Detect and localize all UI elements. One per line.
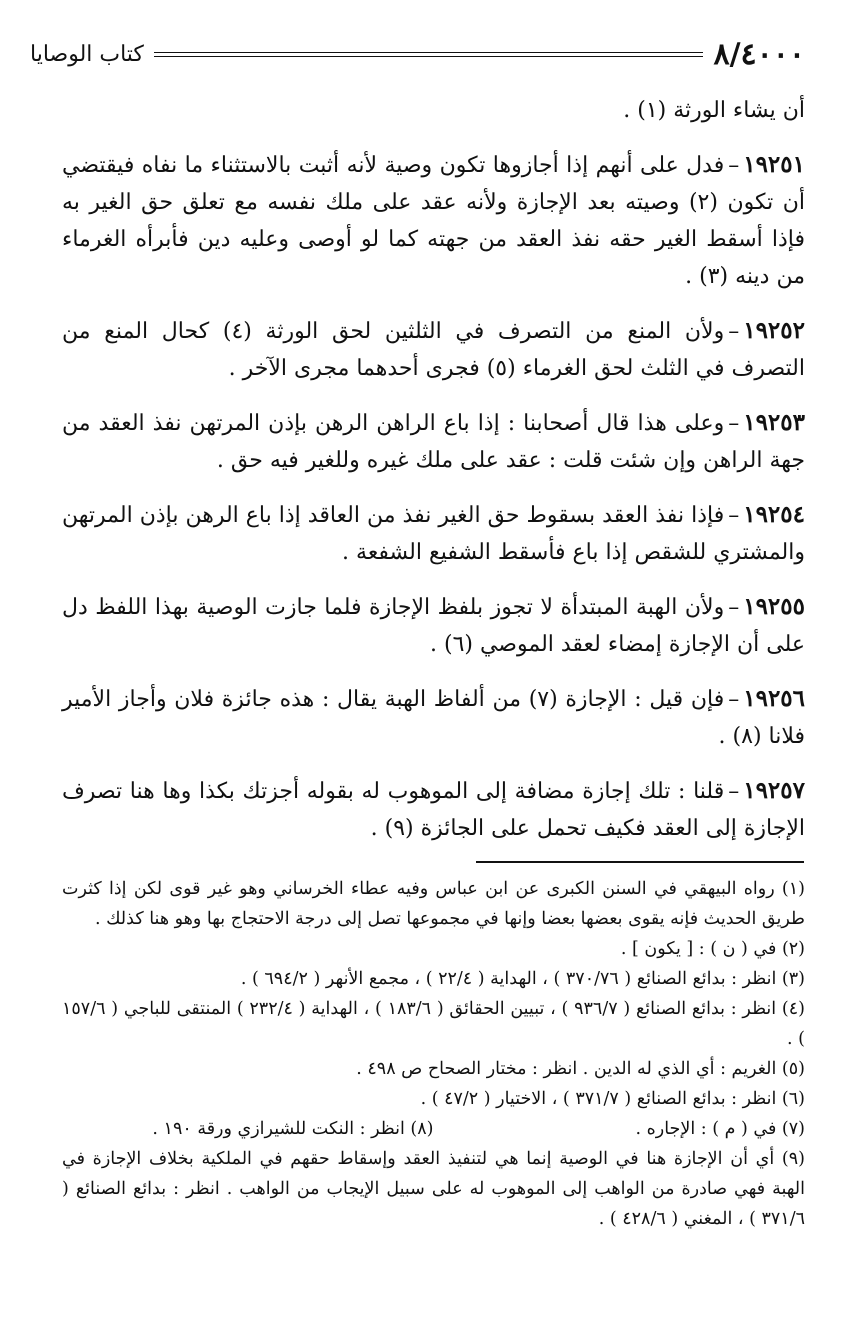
paragraph-number: ١٩٢٥٣ [743,409,805,436]
paragraph: ١٩٢٥٣–وعلى هذا قال أصحابنا : إذا باع الراهن الرهن بإذن المرتهن نفذ العقد من جهة الراهن وإن شئت قلت : عقد على ملك غيره وللغير فيه حق . [62,409,805,473]
footnotes [62,874,805,1234]
paragraph-text: أن يشاء الورثة (١) . [623,98,805,123]
footnote-4: (٤) انظر : بدائع الصنائع ( ٩٣٦/٧ ) ، تبيين الحقائق ( ١٨٣/٦ ) ، الهداية ( ٢٣٢/٤ ) المنتقى للباجي ( ١٥٧/٦ ) . [62,999,805,1049]
paragraph-number: ١٩٢٥١ [743,151,805,178]
paragraph: ١٩٢٥٧–قلنا : تلك إجازة مضافة إلى الموهوب له بقوله أجزتك بكذا وها هنا تصرف الإجازة إلى العقد فكيف تحمل على الجائزة (٩) . [62,777,805,841]
paragraph-text: فإذا نفذ العقد بسقوط حق الغير نفذ من العاقد إذا باع الرهن بإذن المرتهن والمشتري للشقص إذا باع فأسقط الشفيع الشفعة . [62,503,805,565]
footnote-5: (٥) الغريم : أي الذي له الدين . انظر : مختار الصحاح ص ٤٩٨ . [356,1059,805,1079]
paragraph: ١٩٢٥٢–ولأن المنع من التصرف في الثلثين لحق الورثة (٤) كحال المنع من التصرف في الثلث لحق الغرماء (٥) فجرى أحدهما مجرى الآخر . [62,317,805,381]
paragraph-number: ١٩٢٥٧ [743,777,805,804]
paragraph: ١٩٢٥٥–ولأن الهبة المبتدأة لا تجوز بلفظ الإجازة فلما جازت الوصية بهذا اللفظ دل على أن الإجازة إمضاء لعقد الموصي (٦) . [62,593,805,657]
main-text [62,92,805,864]
paragraph-number: ١٩٢٥٤ [743,501,805,528]
book-title: كتاب الوصايا [30,41,144,67]
header-rule [154,52,704,57]
footnote-3: (٣) انظر : بدائع الصنائع ( ٣٧٠/٧٦ ) ، الهداية ( ٢٢/٤ ) ، مجمع الأنهر ( ٦٩٤/٢ ) . [240,969,805,989]
footnote-9: (٩) أي أن الإجازة هنا في الوصية إنما هي لتنفيذ العقد وإسقاط حقهم في الملكية بخلاف الإجازة في الهبة فهي صادرة من الواهب إلى الموهوب له على سبيل الإيجاب من الواهب . انظر : بدائع الصنائع ( ٣٧١/٦ ) ، المغني ( ٤٢٨/٦ ) . [62,1149,805,1229]
paragraph-text: وعلى هذا قال أصحابنا : إذا باع الراهن الرهن بإذن المرتهن نفذ العقد من جهة الراهن وإن شئت قلت : عقد على ملك غيره وللغير فيه حق . [62,411,805,473]
footnote-8: (٨) انظر : النكت للشيرازي ورقة ١٩٠ . [152,1119,434,1139]
running-header [30,30,805,78]
footnote-7: (٧) في ( م ) : الإجاره . [635,1119,805,1139]
paragraph-text: قلنا : تلك إجازة مضافة إلى الموهوب له بقوله أجزتك بكذا وها هنا تصرف الإجازة إلى العقد فكيف تحمل على الجائزة (٩) . [62,779,805,841]
paragraph-number: ١٩٢٥٦ [743,685,806,712]
paragraph: ١٩٢٥١–فدل على أنهم إذا أجازوها تكون وصية لأنه أثبت بالاستثناء ما نفاه فيقتضي أن تكون (٢) وصيته بعد الإجازة ولأنه عقد على ملك نفسه مع تعلق حق الغير به فإذا أسقط الغير حقه نفذ العقد من جهته كما لو أوصى وعليه دين فأبرأه الغرماء من دينه (٣) . [62,151,805,289]
paragraph-text: ولأن المنع من التصرف في الثلثين لحق الورثة (٤) كحال المنع من التصرف في الثلث لحق الغرماء (٥) فجرى أحدهما مجرى الآخر . [62,319,805,381]
footnote-separator [476,861,804,863]
paragraph-intro [62,92,805,129]
footnote-1: (١) رواه البيهقي في السنن الكبرى عن ابن عباس وفيه عطاء الخرساني وهو غير قوى لكن إذا كثرت طريق الحديث فإنه يقوى بعضها بعضا وإنها في مجموعها تصل إلى درجة الاحتجاج بها وهو هنا كذلك . [62,879,805,929]
paragraph: ١٩٢٥٦–فإن قيل : الإجازة (٧) من ألفاظ الهبة يقال : هذه جائزة فلان وأجاز الأمير فلانا (٨) . [62,685,806,749]
footnote-2: (٢) في ( ن ) : [ يكون ] . [620,939,805,959]
paragraph-text: ولأن الهبة المبتدأة لا تجوز بلفظ الإجازة فلما جازت الوصية بهذا اللفظ دل على أن الإجازة إمضاء لعقد الموصي (٦) . [62,595,805,657]
footnote-row [62,1114,805,1144]
paragraph-text: فإن قيل : الإجازة (٧) من ألفاظ الهبة يقال : هذه جائزة فلان وأجاز الأمير فلانا (٨) . [62,687,805,749]
footnote-6: (٦) انظر : بدائع الصنائع ( ٣٧١/٧ ) ، الاختيار ( ٤٧/٢ ) . [420,1089,805,1109]
paragraph-number: ١٩٢٥٥ [743,593,805,620]
page-number: ٨/٤٠٠٠ [713,36,805,72]
paragraph: ١٩٢٥٤–فإذا نفذ العقد بسقوط حق الغير نفذ من العاقد إذا باع الرهن بإذن المرتهن والمشتري للشقص إذا باع فأسقط الشفيع الشفعة . [62,501,805,565]
paragraph-text: فدل على أنهم إذا أجازوها تكون وصية لأنه أثبت بالاستثناء ما نفاه فيقتضي أن تكون (٢) وصيته بعد الإجازة ولأنه عقد على ملك نفسه مع تعلق حق الغير به فإذا أسقط الغير حقه نفذ العقد من جهته كما لو أوصى وعليه دين فأبرأه الغرماء من دينه (٣) . [62,153,805,289]
paragraph-number: ١٩٢٥٢ [743,317,805,344]
